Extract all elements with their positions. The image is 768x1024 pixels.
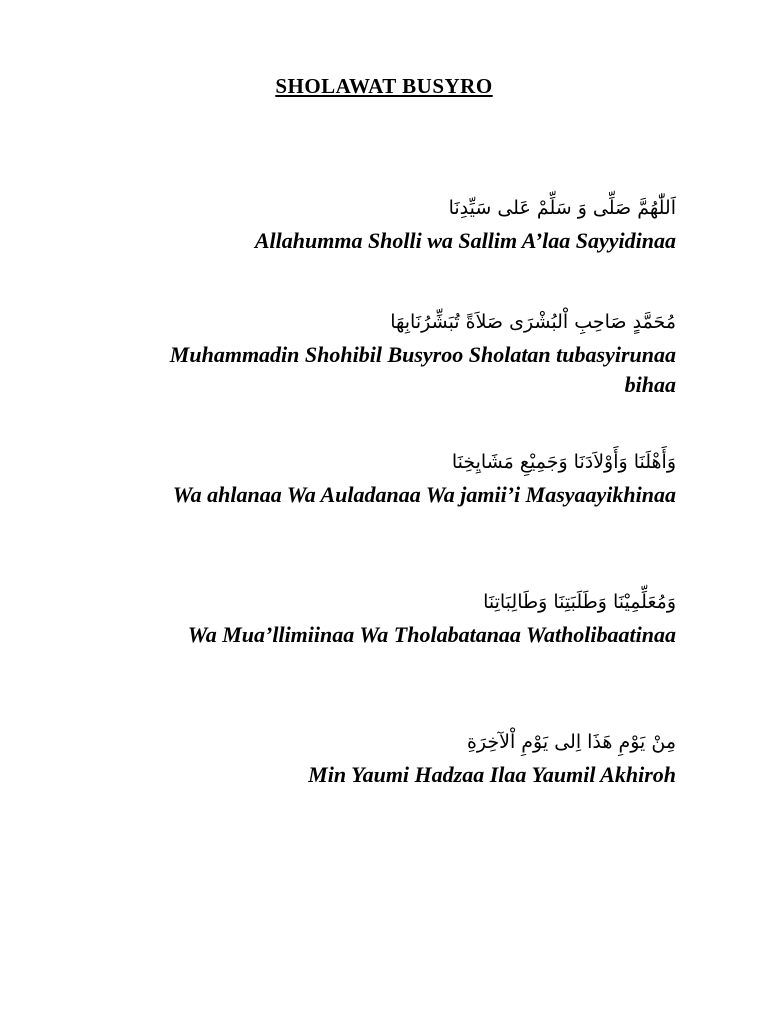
verse-1 bbox=[76, 194, 676, 256]
verse-arabic: وَمُعَلِّمِيْنَا وَطَلَبَتِنَا وَطَالِبَاتِنَا bbox=[483, 591, 676, 613]
verse-transliteration: Allahumma Sholli wa Sallim A’laa Sayyidinaa bbox=[254, 228, 676, 253]
verse-2 bbox=[76, 308, 676, 400]
verse-4 bbox=[76, 588, 676, 650]
verse-5 bbox=[76, 728, 676, 790]
verse-transliteration: Muhammadin Shohibil Busyroo Sholatan tubasyirunaa bihaa bbox=[169, 342, 676, 397]
verse-arabic: مِنْ يَوْمِ هَذَا اِلى يَوْمِ اْلآخِرَةِ bbox=[466, 731, 676, 753]
verse-arabic: وَأَهْلَنَا وَأَوْلاَدَنَا وَجَمِيْعِ مَشَايِخِنَا bbox=[451, 451, 676, 473]
verse-arabic: مُحَمَّدٍ صَاحِبِ اْلبُشْرَى صَلاَةً تُبَشِّرُنَابِهَا bbox=[390, 311, 676, 333]
verse-transliteration: Wa ahlanaa Wa Auladanaa Wa jamii’i Masyaayikhinaa bbox=[172, 482, 676, 507]
verse-transliteration: Wa Mua’llimiinaa Wa Tholabatanaa Watholibaatinaa bbox=[187, 622, 676, 647]
verse-3 bbox=[76, 448, 676, 510]
verse-transliteration: Min Yaumi Hadzaa Ilaa Yaumil Akhiroh bbox=[308, 762, 676, 787]
document-title: SHOLAWAT BUSYRO bbox=[275, 74, 493, 98]
verse-arabic: اَللّٰهُمَّ صَلِّى وَ سَلِّمْ عَلى سَيِّدِنَا bbox=[448, 197, 676, 219]
